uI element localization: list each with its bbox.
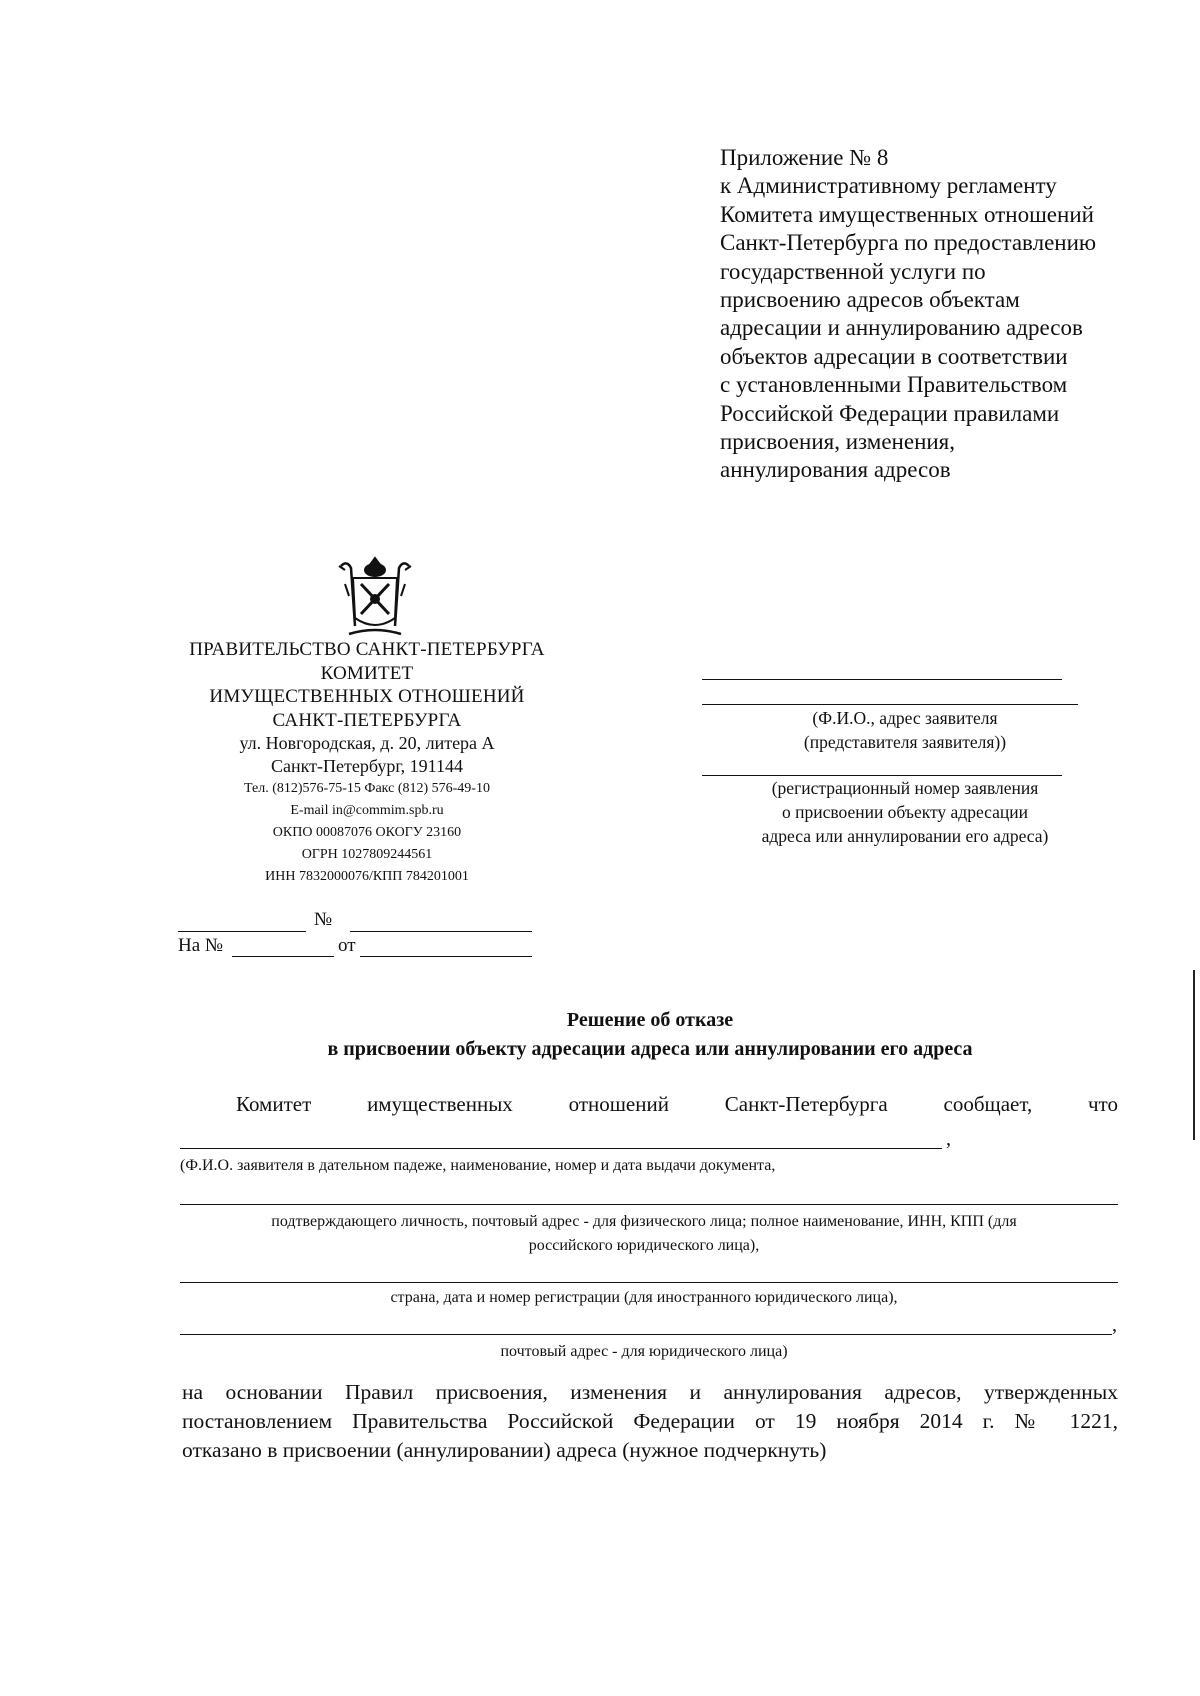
intro-word: Комитет [236,1092,312,1116]
appendix-line: присвоения, изменения, [720,429,956,455]
caption-applicant: (Ф.И.О. заявителя в дательном падеже, наименование, номер и дата выдачи документа, [180,1157,776,1174]
coat-of-arms-icon [335,556,415,640]
intro-word: сообщает, [943,1092,1033,1116]
title-line: в присвоении объекту адресации адреса или аннулировании его адреса [327,1038,973,1060]
appendix-line: Приложение № 8 [720,145,889,170]
body-paragraph [182,1378,1118,1465]
reference-date-line [360,956,532,957]
reference-number-line [232,956,334,957]
title-line: Решение об отказе [566,1009,734,1031]
outgoing-number-label: № [314,909,333,930]
applicant-line [702,679,1062,680]
reference-date-label: от [338,935,356,956]
registration-caption-line: о присвоении объекту адресации [781,802,1029,822]
appendix-line: с установленными Правительством [720,372,1068,398]
appendix-line: к Административному регламенту [720,173,1057,199]
org-address-city: Санкт-Петербург, 191144 [271,756,463,776]
applicant-caption-line: (Ф.И.О., адрес заявителя [812,708,998,728]
caption-identity-line: российского юридического лица), [528,1237,760,1254]
fill-in-line [180,1204,1118,1205]
appendix-line: адресации и аннулированию адресов [720,315,1083,341]
intro-word: что [1088,1092,1118,1116]
org-phone: Тел. (812)576-75-15 Факс (812) 576-49-10 [244,781,490,796]
caption-foreign: страна, дата и номер регистрации (для иностранного юридического лица), [390,1289,898,1306]
comma: , [946,1128,951,1150]
org-committee-name: ИМУЩЕСТВЕННЫХ ОТНОШЕНИЙ [209,686,525,707]
reference-number-label: На № [178,935,224,956]
org-inn: ИНН 7832000076/КПП 784201001 [265,869,469,884]
org-city: САНКТ-ПЕТЕРБУРГА [272,709,462,731]
org-email: E-mail in@commim.spb.ru [290,803,444,818]
appendix-line: Российской Федерации правилами [720,400,1060,426]
body-line: отказано в присвоении (аннулировании) адреса (нужное подчеркнуть) [182,1438,827,1462]
registration-caption-line: адреса или аннулировании его адреса) [761,826,1049,846]
intro-word: отношений [568,1092,669,1116]
registration-caption [700,776,1110,848]
appendix-line: аннулирования адресов [720,457,951,483]
appendix-line: Санкт-Петербурга по предоставлению [720,230,1097,256]
outgoing-number-line [350,931,532,932]
applicant-line [702,704,1078,705]
fill-in-line [180,1334,1112,1335]
body-line: на основании Правил присвоения, изменения и аннулирования адресов, утвержденных [182,1380,1118,1404]
appendix-line: Комитета имущественных отношений [720,201,1094,227]
applicant-caption-line: (представителя заявителя)) [803,732,1007,752]
applicant-caption [700,706,1110,754]
appendix-block [720,144,1140,485]
appendix-line: присвоению адресов объектам [720,287,1020,313]
scan-edge-mark [1193,970,1195,1140]
caption-identity-line: подтверждающего личность, почтовый адрес - для физического лица; полное наименование, ИНН, КПП (для [271,1213,1017,1230]
fill-in-line [180,1148,942,1149]
intro-word: Санкт-Петербурга [724,1092,888,1116]
fill-in-line [180,1282,1118,1283]
outgoing-date-line [178,931,306,932]
org-codes: ОКПО 00087076 ОКОГУ 23160 [272,825,462,840]
appendix-line: объектов адресации в соответствии [720,343,1068,369]
organization-header [170,638,564,888]
org-address-street: ул. Новгородская, д. 20, литера А [239,733,495,753]
body-line: постановлением Правительства Российской Федерации от 19 ноября 2014 г. № 1221, [182,1409,1118,1433]
org-government: ПРАВИТЕЛЬСТВО САНКТ-ПЕТЕРБУРГА [189,639,545,660]
caption-identity [170,1210,1118,1258]
intro-sentence [236,1092,1118,1117]
comma: , [1112,1314,1117,1336]
intro-word: имущественных [367,1092,513,1116]
org-committee: КОМИТЕТ [320,662,414,684]
caption-postal: почтовый адрес - для юридического лица) [500,1343,788,1360]
org-ogrn: ОГРН 1027809244561 [301,847,433,862]
document-title [170,1006,1130,1064]
registration-caption-line: (регистрационный номер заявления [771,778,1039,798]
appendix-line: государственной услуги по [720,258,986,284]
